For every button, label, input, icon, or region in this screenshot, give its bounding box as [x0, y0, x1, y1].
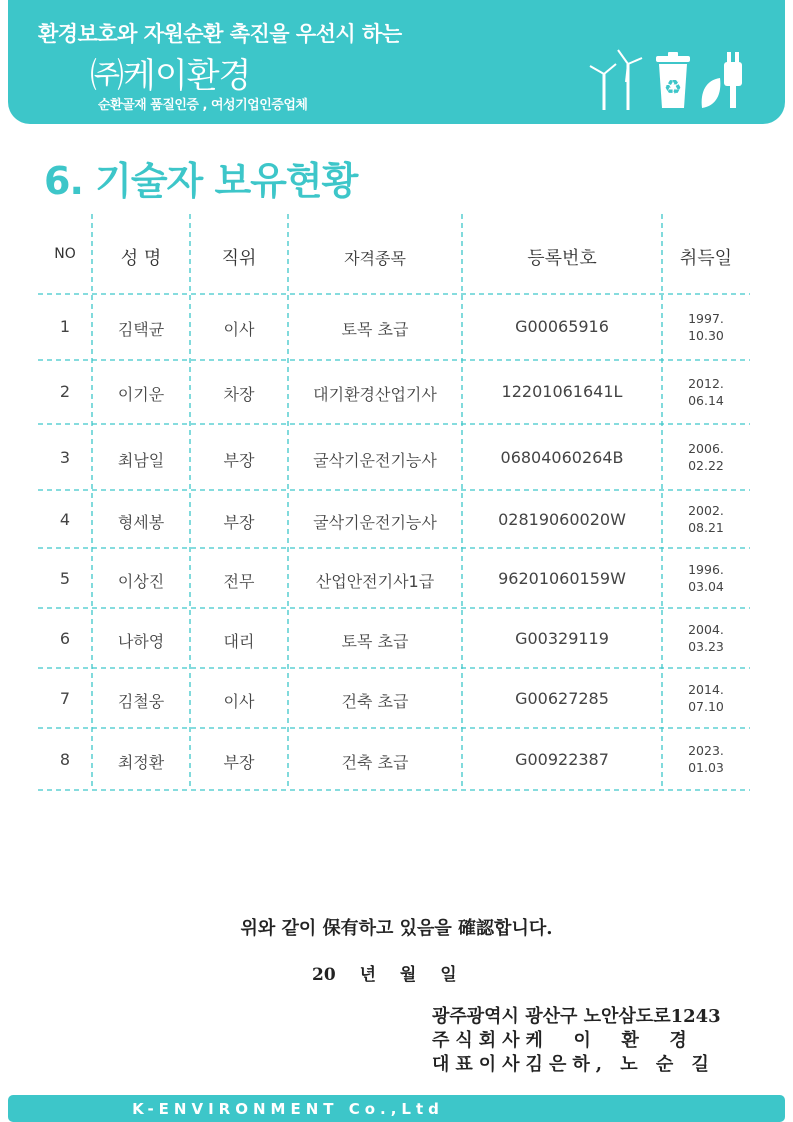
- table-row-date: [662, 561, 750, 595]
- table-row-no: 1: [59, 317, 71, 336]
- table-row-reg-no: G00065916: [515, 317, 609, 336]
- header-reg-no: 등록번호: [527, 248, 597, 269]
- table-row-date: [662, 681, 750, 715]
- table-row-reg-no: 06804060264B: [500, 448, 624, 467]
- footer-text: K-ENVIRONMENT Co.,Ltd: [132, 1100, 444, 1118]
- table-row-date: [662, 440, 750, 474]
- table-row-qualification: 굴삭기운전기능사: [313, 451, 437, 470]
- eco-icons: [582, 44, 752, 114]
- table-row-qualification: 토목 초급: [341, 632, 409, 651]
- table-row-qualification: 건축 초급: [341, 692, 409, 711]
- table-row-reg-no: 02819060020W: [498, 510, 626, 529]
- date-line: 20 년 월 일: [312, 965, 457, 985]
- date-month-day: 06.14: [688, 393, 724, 408]
- date-month-day: 07.10: [688, 699, 724, 714]
- section-title: 6. 기술자 보유현황: [44, 159, 358, 203]
- svg-text:♻: ♻: [664, 75, 682, 99]
- leaf-icon: [702, 78, 721, 108]
- date-year: 1996.: [688, 562, 724, 577]
- table-row-date: [662, 310, 750, 344]
- table-row-no: 5: [59, 569, 71, 588]
- header-banner: [8, 0, 785, 124]
- company-name: ㈜케이환경: [90, 56, 251, 96]
- table-row-reg-no: G00627285: [515, 689, 609, 708]
- table-row-name: 김택균: [117, 320, 165, 339]
- table-row-date: [662, 502, 750, 536]
- date-year: 2014.: [688, 682, 724, 697]
- table-row-no: 4: [59, 510, 71, 529]
- table-row-qualification: 건축 초급: [341, 753, 409, 772]
- table-row-position: 이사: [223, 320, 255, 339]
- signature-ceo: 대표이사김은하, 노 순 길: [432, 1054, 715, 1075]
- table-row-name: 이상진: [117, 572, 165, 591]
- date-month-day: 01.03: [688, 760, 724, 775]
- table-row-date: [662, 375, 750, 409]
- date-month-day: 02.22: [688, 458, 724, 473]
- date-month-day: 03.23: [688, 639, 724, 654]
- date-year: 2002.: [688, 503, 724, 518]
- table-row-qualification: 토목 초급: [341, 320, 409, 339]
- signature-company: 주식회사케 이 환 경: [432, 1030, 693, 1051]
- header-date: 취득일: [679, 248, 733, 269]
- table-row-qualification: 산업안전기사1급: [315, 572, 435, 591]
- table-row-position: 부장: [223, 513, 255, 532]
- table-row-position: 부장: [223, 753, 255, 772]
- table-row-qualification: 대기환경산업기사: [313, 385, 437, 404]
- table-row-no: 3: [59, 448, 71, 467]
- table-row-no: 8: [59, 750, 71, 769]
- date-year: 2012.: [688, 376, 724, 391]
- recycle-bin-icon: [656, 52, 690, 108]
- header-slogan: 환경보호와 자원순환 촉진을 우선시 하는: [38, 22, 402, 46]
- table-row-name: 나하영: [117, 632, 165, 651]
- table-row-name: 이기운: [117, 385, 165, 404]
- certification-text: 순환골재 품질인증 , 여성기업인증업체: [98, 98, 308, 113]
- table-row-reg-no: G00329119: [515, 629, 609, 648]
- table-row-name: 최정환: [117, 753, 165, 772]
- date-year: 2006.: [688, 441, 724, 456]
- table-row-position: 차장: [223, 385, 255, 404]
- table-row-reg-no: 12201061641L: [501, 382, 623, 401]
- header-qualification: 자격종목: [344, 249, 406, 268]
- table-row-position: 전무: [223, 572, 255, 591]
- table-row-name: 최남일: [117, 451, 165, 470]
- table-row-name: 김철웅: [117, 692, 165, 711]
- date-month-day: 10.30: [688, 328, 724, 343]
- header-name: 성 명: [120, 248, 162, 269]
- date-month-day: 03.04: [688, 579, 724, 594]
- table-row-name: 형세봉: [117, 513, 165, 532]
- date-year: 1997.: [688, 311, 724, 326]
- wind-turbine-icon: [590, 50, 642, 110]
- header-no: NO: [54, 246, 76, 262]
- table-row-no: 2: [59, 382, 71, 401]
- footer-bar: [8, 1095, 785, 1122]
- date-year: 2023.: [688, 743, 724, 758]
- table-row-reg-no: G00922387: [515, 750, 609, 769]
- header-position: 직위: [221, 248, 257, 269]
- table-row-no: 7: [59, 689, 71, 708]
- company-address: 광주광역시 광산구 노안삼도로1243: [432, 1006, 721, 1027]
- date-month-day: 08.21: [688, 520, 724, 535]
- table-row-qualification: 굴삭기운전기능사: [313, 513, 437, 532]
- plug-icon: [724, 52, 742, 108]
- table-row-reg-no: 96201060159W: [498, 569, 626, 588]
- table-row-date: [662, 742, 750, 776]
- table-row-date: [662, 621, 750, 655]
- table-row-position: 대리: [223, 632, 255, 651]
- date-year: 2004.: [688, 622, 724, 637]
- table-row-position: 부장: [223, 451, 255, 470]
- table-row-no: 6: [59, 629, 71, 648]
- table-row-position: 이사: [223, 692, 255, 711]
- confirmation-text: 위와 같이 保有하고 있음을 確認합니다.: [240, 918, 553, 939]
